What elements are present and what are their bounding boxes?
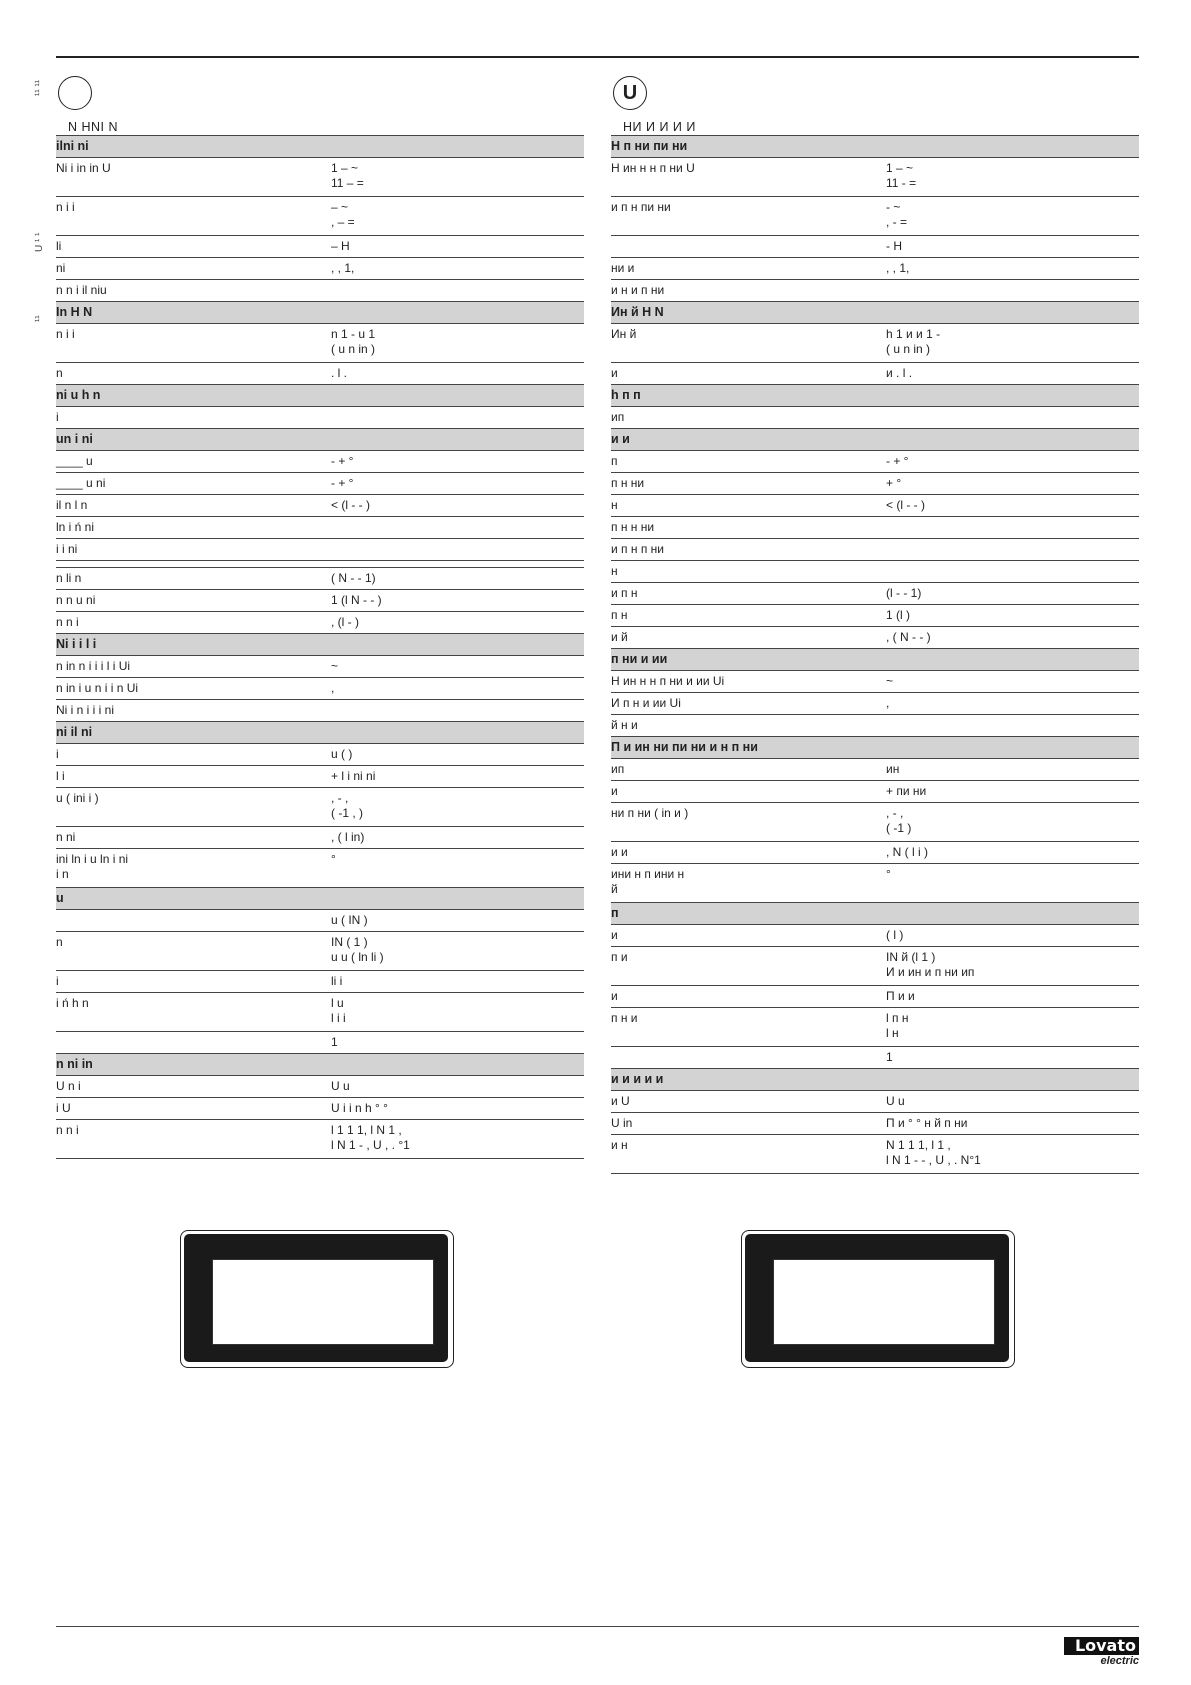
spec-row [611, 803, 1139, 842]
spec-value: - H [886, 239, 902, 253]
spec-row [56, 993, 584, 1032]
top-rule [56, 56, 1139, 58]
section-header: п ни и ии [611, 648, 1139, 671]
section-header: In H N [56, 301, 584, 324]
spec-label: и [611, 989, 618, 1003]
section-header: Ин й H N [611, 301, 1139, 324]
spec-label: n n u ni [56, 593, 96, 607]
spec-label: n in n i i i l i Ui [56, 659, 131, 673]
section-header: un i ni [56, 428, 584, 451]
spec-row [611, 495, 1139, 517]
spec-row [56, 1120, 584, 1159]
spec-row [611, 517, 1139, 539]
spec-label: й н и [611, 718, 638, 732]
spec-value: и . l . [886, 366, 913, 380]
spec-row [611, 986, 1139, 1008]
left-column [56, 76, 584, 1159]
spec-row [611, 236, 1139, 258]
spec-value [886, 520, 1139, 535]
spec-row [56, 910, 584, 932]
spec-label: ни п ни ( in и ) [611, 806, 689, 820]
lovato-logo: Lovato electric [1064, 1637, 1139, 1667]
spec-row [56, 495, 584, 517]
spec-label: н [611, 498, 618, 512]
spec-value: + пи ни [886, 784, 927, 798]
spec-row [56, 678, 584, 700]
spec-row [56, 324, 584, 363]
spec-value: ° [886, 867, 891, 881]
section-header: h п п [611, 384, 1139, 407]
spec-row [56, 407, 584, 429]
spec-row [611, 324, 1139, 363]
spec-value: ~ [886, 674, 894, 688]
spec-label: п н н ни [611, 520, 655, 534]
section-header: Ni i i l i [56, 633, 584, 656]
spec-row [56, 766, 584, 788]
spec-value: ~ [331, 659, 339, 673]
spec-value: 1 – ~ 11 – = [331, 161, 364, 190]
spec-row [611, 363, 1139, 385]
spec-label [56, 913, 331, 928]
spec-label: и н и п ни [611, 283, 665, 297]
spec-value: (l - - 1) [886, 586, 922, 600]
spec-label: i [56, 747, 59, 761]
section-header: и и [611, 428, 1139, 451]
spec-row [611, 605, 1139, 627]
spec-row [611, 671, 1139, 693]
spec-row [56, 827, 584, 849]
spec-label: n n i [56, 615, 79, 629]
section-title: НИ И И И И [623, 120, 696, 134]
spec-table [56, 135, 584, 1159]
section-header: п [611, 902, 1139, 925]
spec-value: U i i n h ° ° [331, 1101, 388, 1115]
spec-label: и п н п ни [611, 542, 664, 556]
spec-label: U in [611, 1116, 633, 1130]
spec-value: - + ° [331, 476, 354, 490]
spec-row [611, 842, 1139, 864]
spec-label: ини н п ини н й [611, 867, 685, 896]
spec-row [611, 925, 1139, 947]
spec-row [611, 1091, 1139, 1113]
spec-label: u ( ini i ) [56, 791, 99, 805]
spec-value: ин [886, 762, 900, 776]
spec-label: Ni i n i i i ni [56, 703, 115, 717]
spec-row [611, 473, 1139, 495]
spec-label: п н ни [611, 476, 645, 490]
spec-label [611, 239, 886, 254]
spec-row [611, 280, 1139, 302]
section-header: и и и и и [611, 1068, 1139, 1091]
spec-value: П и ° ° н й п ни [886, 1116, 968, 1130]
spec-label: Н ин н н п ни U [611, 161, 695, 175]
spec-label: ип [611, 762, 625, 776]
section-header: ni u h n [56, 384, 584, 407]
spec-label: i [56, 974, 59, 988]
spec-row [611, 781, 1139, 803]
spec-row [56, 1076, 584, 1098]
spec-value: 1 – ~ 11 - = [886, 161, 917, 190]
spec-value [886, 718, 1139, 733]
spec-row [56, 561, 584, 568]
spec-row [56, 788, 584, 827]
spec-value [331, 410, 584, 425]
spec-label: и п н пи ни [611, 200, 671, 214]
spec-value: + ° [886, 476, 902, 490]
spec-row [56, 363, 584, 385]
spec-row [611, 759, 1139, 781]
spec-row [56, 568, 584, 590]
spec-label [56, 1035, 331, 1050]
section-title: N HNI N [68, 120, 119, 134]
spec-label: ____ u [56, 454, 93, 468]
spec-value: ( l ) [886, 928, 904, 942]
spec-label: п [611, 454, 618, 468]
spec-label: li [56, 239, 62, 253]
spec-value: , [331, 681, 335, 695]
spec-row [56, 1032, 584, 1054]
spec-label: п н и [611, 1011, 638, 1025]
side-code-top: ¹¹ ¹¹ [34, 79, 45, 96]
spec-value: U u [331, 1079, 350, 1093]
spec-label: ini ln i u ln i ni i n [56, 852, 129, 881]
spec-label: п н [611, 608, 628, 622]
spec-label: n [56, 366, 63, 380]
spec-label: и [611, 928, 618, 942]
spec-row [611, 158, 1139, 197]
spec-label: n in i u n i i n Ui [56, 681, 139, 695]
spec-value: , - , ( -1 ) [886, 806, 912, 835]
spec-label: n i i [56, 200, 75, 214]
spec-label: ni [56, 261, 66, 275]
spec-value: - + ° [886, 454, 909, 468]
spec-label: ип [611, 410, 625, 424]
spec-row [56, 280, 584, 302]
spec-value: 1 (l N - - ) [331, 593, 382, 607]
spec-value: – H [331, 239, 350, 253]
spec-value: , N ( l i ) [886, 845, 928, 859]
spec-value: l 1 1 1, l N 1 , l N 1 - , U , . °1 [331, 1123, 410, 1152]
spec-row [611, 693, 1139, 715]
section-header: n ni in [56, 1053, 584, 1076]
spec-label: il n l n [56, 498, 88, 512]
spec-value: l u l i i [331, 996, 346, 1025]
spec-label: U n i [56, 1079, 81, 1093]
spec-value: , (l - ) [331, 615, 359, 629]
spec-row [611, 197, 1139, 236]
spec-row [611, 864, 1139, 903]
section-header: Н п ни пи ни [611, 135, 1139, 158]
spec-value: IN й (l 1 ) И и ин и п ни ип [886, 950, 975, 979]
spec-value: l п н l н [886, 1011, 909, 1040]
spec-value: N 1 1 1, l 1 , l N 1 - - , U , . N°1 [886, 1138, 981, 1167]
spec-label: и п н [611, 586, 638, 600]
spec-row [56, 849, 584, 888]
spec-label: i U [56, 1101, 71, 1115]
spec-label: i i ni [56, 542, 78, 556]
spec-value: u ( IN ) [331, 913, 368, 927]
spec-row [56, 932, 584, 971]
spec-label: н [611, 564, 618, 578]
spec-label: и н [611, 1138, 628, 1152]
spec-value [886, 410, 1139, 425]
spec-label: и й [611, 630, 628, 644]
spec-row [56, 612, 584, 634]
spec-row [611, 1113, 1139, 1135]
spec-value: ° [331, 852, 336, 866]
spec-row [56, 517, 584, 539]
spec-label: n n i [56, 1123, 79, 1137]
spec-value: П и и [886, 989, 915, 1003]
bottom-rule [56, 1626, 1139, 1627]
spec-value: li i [331, 974, 343, 988]
spec-value: U u [886, 1094, 905, 1108]
spec-value: < (l - - ) [331, 498, 370, 512]
spec-row [56, 1098, 584, 1120]
spec-value: ( N - - 1) [331, 571, 376, 585]
side-code-bottom: ¹¹ [34, 315, 45, 322]
spec-row [56, 744, 584, 766]
spec-row [611, 561, 1139, 583]
side-code-mid: U ¹ ¹ [34, 232, 45, 252]
spec-label: l i [56, 769, 65, 783]
spec-row [56, 158, 584, 197]
spec-value: 1 [886, 1050, 893, 1064]
spec-row [56, 473, 584, 495]
spec-row [611, 627, 1139, 649]
section-header: ilni ni [56, 135, 584, 158]
language-badge [58, 76, 92, 110]
spec-row [56, 236, 584, 258]
spec-row [611, 947, 1139, 986]
spec-row [611, 1135, 1139, 1174]
spec-value: , ( N - - ) [886, 630, 931, 644]
spec-value: . l . [331, 366, 348, 380]
spec-value [886, 542, 1139, 557]
section-header: ni il ni [56, 721, 584, 744]
spec-row [611, 258, 1139, 280]
front-panel-drawing [741, 1230, 1015, 1368]
spec-row [56, 971, 584, 993]
spec-value [331, 520, 584, 535]
spec-table [611, 135, 1139, 1174]
spec-value: , ( l in) [331, 830, 365, 844]
spec-row [611, 539, 1139, 561]
spec-row [56, 258, 584, 280]
spec-label: и U [611, 1094, 630, 1108]
spec-label: i [56, 410, 59, 424]
spec-value [886, 283, 1139, 298]
spec-label: И п н и ии Ui [611, 696, 681, 710]
spec-label: Ин й [611, 327, 637, 341]
language-badge: U [613, 76, 647, 110]
spec-label: и [611, 784, 618, 798]
spec-row [611, 451, 1139, 473]
spec-value: + l i ni ni [331, 769, 376, 783]
spec-row [56, 590, 584, 612]
spec-row [56, 656, 584, 678]
spec-value [331, 703, 584, 718]
spec-label: i ń h n [56, 996, 89, 1010]
spec-label: п и [611, 950, 628, 964]
spec-row [56, 539, 584, 561]
spec-value: 1 (l ) [886, 608, 910, 622]
spec-value: IN ( 1 ) u u ( ln li ) [331, 935, 384, 964]
spec-value: - + ° [331, 454, 354, 468]
spec-row [611, 407, 1139, 429]
spec-label: n ni [56, 830, 76, 844]
spec-row [56, 197, 584, 236]
spec-label: и и [611, 845, 628, 859]
spec-value: h 1 и и 1 - ( u n in ) [886, 327, 941, 356]
spec-value: n 1 - u 1 ( u n in ) [331, 327, 376, 356]
spec-value: 1 [331, 1035, 338, 1049]
spec-label: ни и [611, 261, 635, 275]
section-header: u [56, 887, 584, 910]
spec-row [611, 715, 1139, 737]
spec-value: , , 1, [331, 261, 355, 275]
spec-label: ____ u ni [56, 476, 106, 490]
spec-value [886, 564, 1139, 579]
spec-label: Н ин н н п ни и ии Ui [611, 674, 725, 688]
spec-row [611, 1008, 1139, 1047]
spec-label: ln i ń ni [56, 520, 95, 534]
spec-label: Ni i in in U [56, 161, 111, 175]
spec-row [56, 451, 584, 473]
spec-label: n i i [56, 327, 75, 341]
spec-label: и [611, 366, 618, 380]
spec-label: n [56, 935, 63, 949]
spec-row [611, 1047, 1139, 1069]
spec-value: u ( ) [331, 747, 353, 761]
spec-value: , [886, 696, 890, 710]
spec-value: – ~ , – = [331, 200, 355, 229]
spec-value: , , 1, [886, 261, 910, 275]
spec-value: , - , ( -1 , ) [331, 791, 363, 820]
right-column [611, 76, 1139, 1174]
section-header: П и ин ни пи ни и н п ни [611, 736, 1139, 759]
spec-value [331, 542, 584, 557]
spec-label: n li n [56, 571, 82, 585]
spec-value: < (l - - ) [886, 498, 925, 512]
spec-row [56, 700, 584, 722]
front-panel-drawing [180, 1230, 454, 1368]
spec-label [611, 1050, 886, 1065]
spec-label: n n i il niu [56, 283, 107, 297]
spec-row [611, 583, 1139, 605]
spec-value [331, 283, 584, 298]
spec-value: - ~ , - = [886, 200, 908, 229]
